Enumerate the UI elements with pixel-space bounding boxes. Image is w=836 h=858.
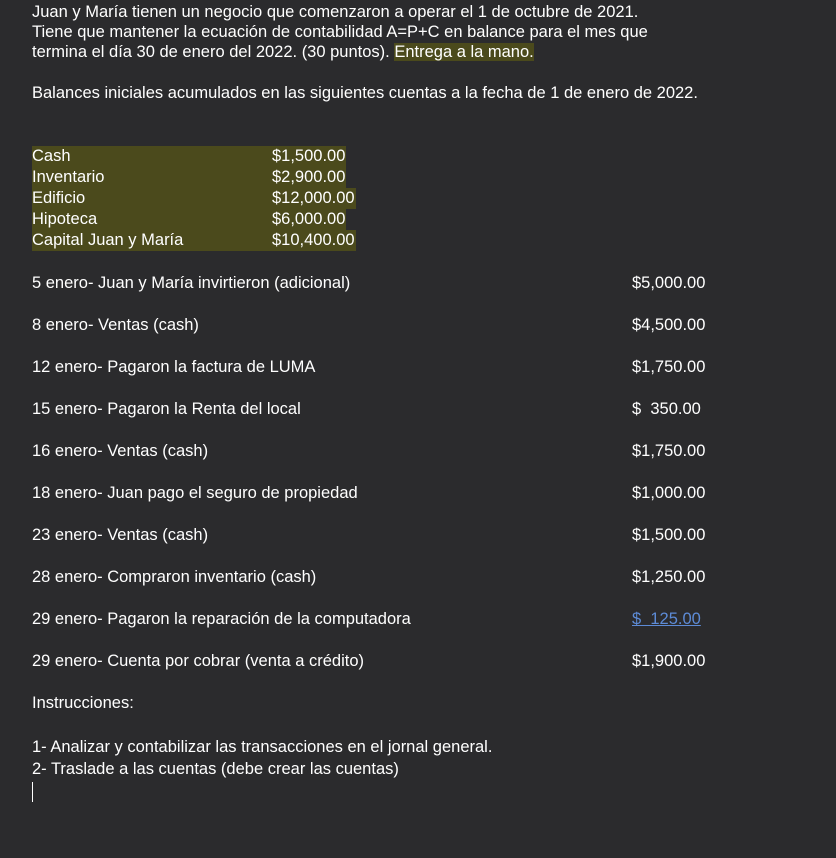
transaction-description: 29 enero- Cuenta por cobrar (venta a crédito) <box>32 652 365 670</box>
transaction-amount: $1,500.00 <box>632 526 706 544</box>
transaction-amount: $1,000.00 <box>632 484 706 502</box>
transaction-row <box>32 399 812 441</box>
intro-line-2: Tiene que mantener la ecuación de contabilidad A=P+C en balance para el mes que <box>32 23 648 41</box>
intro-line-3-text: termina el día 30 de enero del 2022. (30 puntos). <box>32 43 395 61</box>
transaction-description: 29 enero- Pagaron la reparación de la computadora <box>32 610 411 628</box>
transaction-description: 15 enero- Pagaron la Renta del local <box>32 400 301 418</box>
transaction-row <box>32 441 812 483</box>
delivery-note-highlight: Entrega a la mano. <box>394 43 534 61</box>
transaction-amount-linked[interactable]: $ 125.00 <box>632 610 701 628</box>
document-body[interactable] <box>32 0 812 778</box>
transaction-amount: $1,750.00 <box>632 358 706 376</box>
transaction-row <box>32 525 812 567</box>
balance-amount: $1,500.00 <box>272 147 346 165</box>
transaction-row <box>32 273 812 315</box>
balance-amount: $2,900.00 <box>272 168 346 186</box>
balances-title: Balances iniciales acumulados en las siguientes cuentas a la fecha de 1 de enero de 2022. <box>32 84 698 102</box>
balance-amount: $10,400.00 <box>272 231 355 249</box>
instruction-step: 2- Traslade a las cuentas (debe crear las cuentas) <box>32 760 399 778</box>
transaction-row <box>32 483 812 525</box>
transaction-description: 16 enero- Ventas (cash) <box>32 442 209 460</box>
transaction-description: 8 enero- Ventas (cash) <box>32 316 199 334</box>
transaction-amount: $1,900.00 <box>632 652 706 670</box>
transaction-row <box>32 567 812 609</box>
balance-amount: $12,000.00 <box>272 189 355 207</box>
instruction-step: 1- Analizar y contabilizar las transacciones en el jornal general. <box>32 738 493 756</box>
transaction-description: 23 enero- Ventas (cash) <box>32 526 209 544</box>
balance-account-name: Hipoteca <box>32 209 272 230</box>
text-cursor <box>32 782 33 802</box>
transaction-row <box>32 357 812 399</box>
transaction-description: 12 enero- Pagaron la factura de LUMA <box>32 358 316 376</box>
transaction-row <box>32 651 812 693</box>
balance-amount: $6,000.00 <box>272 210 346 228</box>
transaction-amount: $ 350.00 <box>632 400 701 418</box>
transaction-description: 5 enero- Juan y María invirtieron (adicional) <box>32 274 351 292</box>
instructions-heading: Instrucciones: <box>32 694 134 712</box>
intro-paragraph <box>32 2 752 62</box>
transaction-amount: $4,500.00 <box>632 316 706 334</box>
balance-account-name: Edificio <box>32 188 272 209</box>
balance-account-name: Inventario <box>32 167 272 188</box>
intro-line-1: Juan y María tienen un negocio que comenzaron a operar el 1 de octubre de 2021. <box>32 3 639 21</box>
transaction-row <box>32 609 812 651</box>
transaction-description: 18 enero- Juan pago el seguro de propiedad <box>32 484 358 502</box>
instructions-steps <box>32 737 492 781</box>
transaction-amount: $1,750.00 <box>632 442 706 460</box>
transactions-list <box>32 273 812 693</box>
transaction-amount: $1,250.00 <box>632 568 706 586</box>
balance-account-name: Cash <box>32 146 272 167</box>
balance-account-name: Capital Juan y María <box>32 230 272 251</box>
transaction-row <box>32 315 812 357</box>
transaction-description: 28 enero- Compraron inventario (cash) <box>32 568 317 586</box>
intro-line-3 <box>32 42 752 62</box>
transaction-amount: $5,000.00 <box>632 274 706 292</box>
